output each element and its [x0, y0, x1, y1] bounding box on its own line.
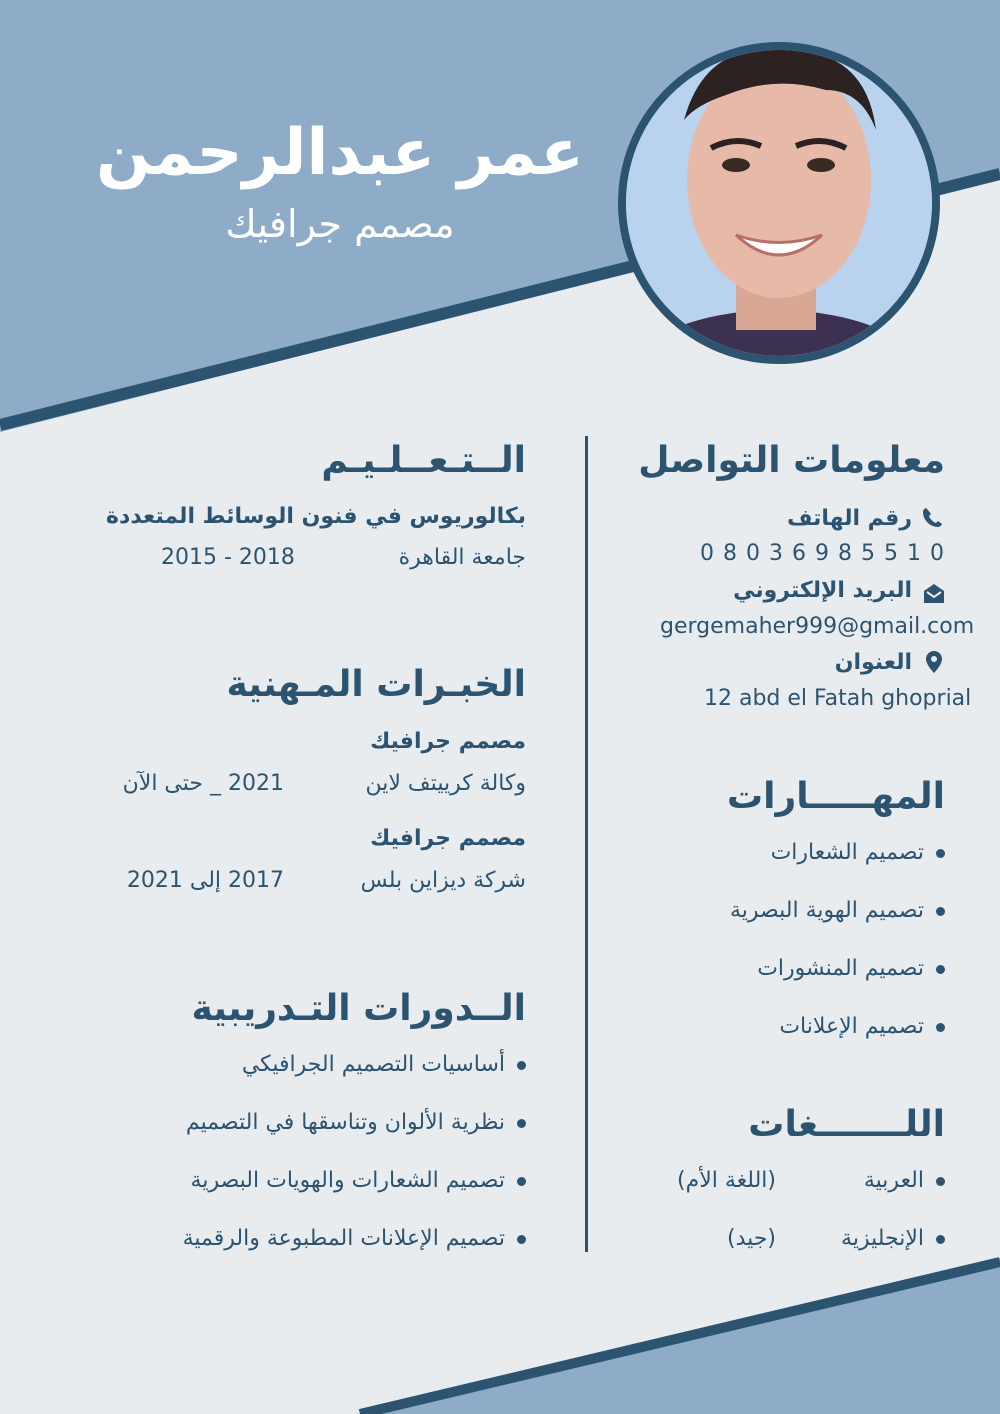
experience-company: شركة ديزاين بلس — [360, 868, 526, 893]
bullet-icon — [936, 849, 945, 858]
course-item: تصميم الإعلانات المطبوعة والرقمية — [183, 1226, 526, 1251]
bullet-icon — [517, 1177, 526, 1186]
location-pin-icon — [922, 650, 946, 674]
bullet-icon — [936, 965, 945, 974]
course-item: نظرية الألوان وتناسقها في التصميم — [186, 1110, 526, 1135]
email-value[interactable]: gergemaher999@gmail.com — [660, 614, 975, 639]
skills-heading: المهـــــارات — [726, 776, 945, 817]
courses-heading: الــدورات التـدريبية — [191, 988, 526, 1029]
email-label: البريد الإلكتروني — [733, 578, 912, 603]
education-years: 2015 - 2018 — [161, 545, 295, 570]
education-heading: الــتـعــلـيـم — [321, 440, 526, 481]
language-level: (جيد) — [727, 1226, 776, 1251]
phone-value[interactable]: 0 1 5 5 8 9 6 3 0 8 0 — [700, 541, 945, 566]
languages-heading: اللـــــــغات — [748, 1104, 945, 1145]
phone-label: رقم الهاتف — [786, 506, 912, 531]
candidate-name: عمر عبدالرحمن — [96, 116, 584, 190]
language-level: (اللغة الأم) — [677, 1168, 776, 1193]
course-item: تصميم الشعارات والهويات البصرية — [191, 1168, 526, 1193]
bullet-icon — [936, 1023, 945, 1032]
candidate-title: مصمم جرافيك — [225, 202, 455, 246]
education-school: جامعة القاهرة — [398, 545, 526, 570]
address-value: 12 abd el Fatah ghoprial — [704, 686, 972, 711]
experience-period: 2017 إلى 2021 — [126, 868, 284, 893]
experience-heading: الخبـرات المـهنية — [226, 664, 526, 705]
experience-company: وكالة كرييتف لاين — [365, 771, 526, 796]
bullet-icon — [936, 1177, 945, 1186]
bullet-icon — [517, 1119, 526, 1128]
bullet-icon — [936, 1235, 945, 1244]
skill-item: تصميم الهوية البصرية — [730, 898, 945, 923]
phone-icon — [920, 506, 944, 530]
course-item: أساسيات التصميم الجرافيكي — [242, 1052, 526, 1077]
experience-period: 2021 _ حتى الآن — [122, 771, 284, 796]
experience-role: مصمم جرافيك — [370, 826, 526, 851]
address-label: العنوان — [834, 650, 912, 675]
mail-icon — [922, 582, 946, 606]
skill-item: تصميم الإعلانات — [779, 1014, 945, 1039]
bullet-icon — [517, 1235, 526, 1244]
contact-heading: معلومات التواصل — [638, 440, 945, 481]
language-name: العربية — [864, 1168, 945, 1193]
bullet-icon — [936, 907, 945, 916]
skill-item: تصميم المنشورات — [757, 956, 945, 981]
bullet-icon — [517, 1061, 526, 1070]
column-divider — [585, 436, 588, 1252]
profile-photo — [618, 42, 940, 364]
skill-item: تصميم الشعارات — [771, 840, 945, 865]
experience-role: مصمم جرافيك — [370, 729, 526, 754]
education-degree: بكالوريوس في فنون الوسائط المتعددة — [106, 504, 526, 529]
language-name: الإنجليزية — [841, 1226, 945, 1251]
